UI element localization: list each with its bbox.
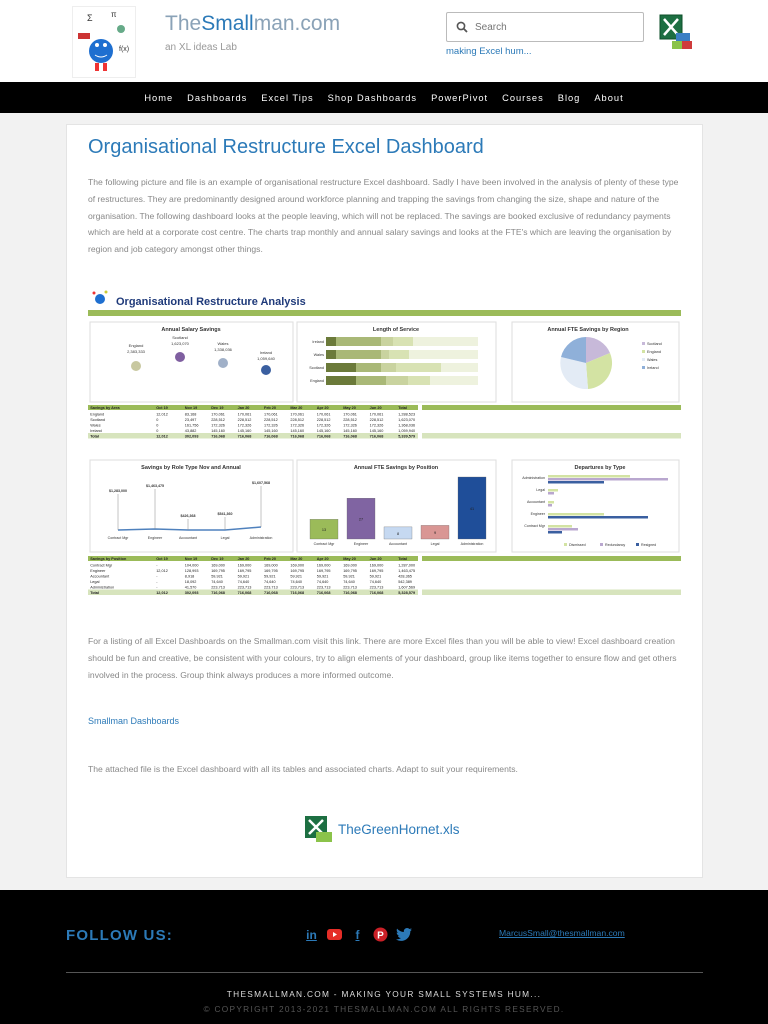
- position-table-cell: 74,640: [343, 580, 355, 584]
- area-table-cell: Wales: [90, 423, 101, 428]
- bubble-england-label: England: [128, 343, 144, 348]
- area-table-cell: 145,160: [343, 429, 357, 433]
- site-logo[interactable]: [72, 6, 136, 78]
- panel-fte-position-title: Annual FTE Savings by Position: [353, 465, 439, 471]
- position-table-cell: 1,463,475: [398, 569, 416, 573]
- site-title[interactable]: [165, 12, 340, 36]
- position-table-cell: 128,993: [184, 569, 199, 573]
- position-table-cell: 8,918: [184, 574, 195, 579]
- area-table-cell: 145,160: [290, 429, 305, 433]
- position-table-cell: 74,640: [290, 580, 303, 584]
- position-table-cell: 716,068: [316, 591, 331, 595]
- position-table-cell: 223,713: [369, 585, 384, 590]
- area-table-cell: 170,061: [237, 412, 252, 417]
- role-axis-label: Engineer: [147, 536, 163, 540]
- site-title-suffix: man.com: [253, 12, 341, 35]
- area-table-cell: 172,326: [264, 423, 278, 428]
- area-table-header: Apr 20: [316, 406, 329, 410]
- pie-legend-wales: Wales: [647, 358, 658, 362]
- position-table-header: Nov 19: [184, 557, 198, 561]
- area-table-header-bar: [88, 405, 418, 410]
- area-table-cell: 145,160: [237, 429, 252, 433]
- position-table-cell: 169,795: [343, 569, 357, 573]
- departure-legend-label: Resigned: [641, 543, 657, 547]
- attachment-paragraph: The attached file is the Excel dashboard with all its tables and associated charts. Adapt to suit your requirements.: [88, 764, 518, 774]
- nav-dashboards[interactable]: Dashboards: [187, 92, 248, 103]
- area-table-cell: 145,160: [211, 429, 225, 433]
- fte-bar-label: Administration: [460, 542, 484, 546]
- position-table-cell: 223,713: [264, 585, 278, 590]
- area-table-cell: 5,339,579: [398, 434, 416, 439]
- dashboard-logo-icon: [93, 291, 108, 305]
- fte-bar-label: Engineer: [353, 542, 369, 546]
- position-table-cell: 59,921: [290, 574, 303, 579]
- position-table-cell: 716,068: [343, 591, 357, 595]
- footer-copyright: © COPYRIGHT 2013-2021 THESMALLMAN.COM ALL RIGHTS RESERVED.: [203, 1004, 565, 1014]
- position-table-cell: 169,000: [211, 563, 225, 568]
- fte-bar-value: 41: [469, 507, 475, 511]
- area-table-header: Dec 19: [211, 406, 224, 410]
- area-table-cell: 228,512: [369, 418, 384, 422]
- pie-legend-england: England: [647, 350, 661, 354]
- panel-departures: [512, 460, 679, 552]
- position-table-cell: Accountant: [90, 574, 110, 579]
- bubble-england-value: 2,383,333: [127, 349, 145, 354]
- title-bar: [88, 310, 681, 316]
- position-table-cell: 59,921: [369, 574, 382, 579]
- area-table-fte-header-bar: [422, 405, 681, 410]
- area-table-cell: 0: [156, 429, 159, 433]
- area-table-header: Jun 20: [369, 406, 382, 410]
- mascot-logo-icon: [73, 7, 135, 77]
- listing-paragraph: For a listing of all Excel Dashboards on the Smallman.com visit this link. There are more Excel files than you will be able to view! Excel dashboard creation should be fun and creative, be consistent with your colours, try to align elements of your dashboard, group like items together to ensure flow and get others involved in the process. Group think always produces a more informed outcome.: [88, 636, 677, 680]
- position-table-cell: 223,713: [290, 585, 305, 590]
- departure-legend-swatch: [600, 543, 603, 546]
- position-table-cell: 74,640: [369, 580, 382, 584]
- position-table-cell: 41,570: [184, 585, 197, 590]
- area-table-cell: 716,068: [211, 434, 225, 439]
- panel-fte-region-title: Annual FTE Savings by Region: [547, 327, 629, 333]
- position-table-header: Mar 20: [290, 557, 303, 561]
- area-table-cell: 1,623,070: [398, 418, 416, 422]
- departure-type-label: Administration: [522, 476, 545, 480]
- area-table-header: Oct 19: [156, 406, 168, 410]
- area-table-cell: England: [90, 412, 105, 417]
- position-table-cell: 169,000: [237, 563, 252, 568]
- linkedin-icon[interactable]: in: [306, 927, 317, 942]
- area-table-cell: 0: [156, 418, 159, 422]
- nav-home[interactable]: Home: [144, 92, 174, 103]
- pie-legend-ireland: Ireland: [647, 366, 659, 370]
- position-table-cell: 1,607,569: [398, 585, 416, 590]
- bubble-wales-value: 1,338,036: [214, 347, 232, 352]
- area-table-cell: 12,012: [156, 434, 168, 439]
- position-table-cell: 716,068: [290, 591, 305, 595]
- area-table-cell: 228,512: [237, 418, 252, 422]
- position-table-cell: 59,921: [343, 574, 355, 579]
- area-table-cell: 145,160: [316, 429, 331, 433]
- area-table-cell: 172,326: [290, 423, 305, 428]
- area-table-total-row: [88, 433, 418, 439]
- position-table-cell: 59,921: [264, 574, 276, 579]
- area-table-cell: 145,160: [369, 429, 384, 433]
- position-table-cell: 1,287,000: [398, 563, 416, 568]
- position-table-cell: 169,000: [264, 563, 278, 568]
- departure-type-label: Engineer: [530, 512, 545, 516]
- position-table-cell: Engineer: [90, 569, 106, 573]
- position-table-cell: -: [156, 580, 158, 584]
- fte-bar-label: Contract Mgr: [313, 542, 335, 546]
- role-value-label: $1,607,568: [252, 481, 270, 485]
- position-table-cell: 59,921: [211, 574, 223, 579]
- position-table-cell: 169,000: [290, 563, 305, 568]
- area-table-fte-total-row: [422, 433, 681, 439]
- role-axis-label: Administration: [249, 536, 273, 540]
- savings-by-area-table: [88, 405, 681, 439]
- departure-legend-label: Dismissed: [569, 543, 586, 547]
- area-table-cell: 172,326: [237, 423, 252, 428]
- position-table-header: Total: [398, 557, 407, 561]
- site-title-bold: Small: [201, 12, 254, 35]
- nav-about[interactable]: About: [594, 92, 624, 103]
- role-value-label: $1,463,475: [146, 484, 164, 488]
- fte-bar-label: Legal: [430, 542, 440, 546]
- area-table-cell: 1,368,036: [398, 423, 416, 428]
- savings-by-position-table: [88, 556, 681, 595]
- area-table-cell: 228,512: [290, 418, 305, 422]
- panel-departures-title: Departures by Type: [574, 465, 626, 471]
- bubble-ireland: [261, 365, 271, 375]
- footer-tagline: THESMALLMAN.COM - MAKING YOUR SMALL SYSTEMS HUM...: [226, 989, 542, 999]
- dashboard-screenshot: [88, 286, 681, 613]
- bubble-wales-label: Wales: [217, 341, 229, 346]
- area-table-cell: 172,326: [211, 423, 225, 428]
- area-table-cell: 43,882: [184, 429, 197, 433]
- service-label-england: England: [310, 379, 324, 383]
- search-icon: [456, 21, 468, 33]
- area-table-cell: 228,512: [316, 418, 331, 422]
- search-input[interactable]: [475, 18, 635, 36]
- position-table-cell: 74,640: [237, 580, 250, 584]
- site-tagline: an XL ideas Lab: [165, 42, 237, 53]
- bubble-scotland-label: Scotland: [172, 335, 188, 340]
- position-table-cell: 74,640: [264, 580, 276, 584]
- main-nav: [0, 82, 768, 113]
- position-table-header: Feb 20: [264, 557, 277, 561]
- area-table-cell: 302,093: [184, 434, 199, 439]
- position-table-cell: 12,012: [156, 591, 168, 595]
- bubble-scotland: [175, 352, 185, 362]
- follow-us-heading: FOLLOW US:: [66, 927, 173, 944]
- bubble-england: [131, 361, 141, 371]
- position-table-cell: -: [156, 563, 158, 568]
- role-value-label: $541,360: [217, 512, 233, 516]
- pie-legend-scotland: Scotland: [647, 342, 662, 346]
- service-label-ireland: Ireland: [312, 340, 324, 344]
- position-table-cell: 59,921: [237, 574, 250, 579]
- nav-excel-tips[interactable]: Excel Tips: [261, 92, 314, 103]
- area-table-header: Savings by Area: [90, 406, 120, 410]
- fte-bar-value: 9: [433, 531, 437, 536]
- bubble-ireland-label: Ireland: [259, 350, 273, 355]
- position-table-fte-header-bar: [422, 556, 681, 561]
- position-table-cell: -: [156, 585, 158, 590]
- panel-role-title: Savings by Role Type Nov and Annual: [141, 465, 241, 471]
- role-value-label: $1,283,000: [109, 489, 127, 493]
- tagline-link[interactable]: making Excel hum...: [446, 46, 532, 57]
- position-table-cell: 716,068: [211, 591, 225, 595]
- twitter-icon[interactable]: [395, 926, 412, 943]
- departure-type-label: Accountant: [527, 500, 545, 504]
- role-axis-label: Accountant: [179, 536, 197, 540]
- position-table-header: Savings by Position: [90, 557, 127, 561]
- area-table-cell: 83,168: [184, 412, 197, 417]
- position-table-cell: 59,921: [316, 574, 329, 579]
- area-table-header: Mar 20: [290, 406, 303, 410]
- position-table-cell: Legal: [90, 580, 100, 584]
- departure-type-label: Legal: [536, 488, 545, 492]
- search-box[interactable]: [446, 12, 644, 42]
- nav-shop-dashboards[interactable]: Shop Dashboards: [327, 92, 418, 103]
- area-table-cell: 716,068: [264, 434, 278, 439]
- position-table-cell: 5,328,579: [398, 591, 416, 595]
- position-table-cell: 223,713: [211, 585, 225, 590]
- position-table-header: Oct 19: [156, 557, 168, 561]
- nav-courses[interactable]: Courses: [502, 92, 544, 103]
- position-table-cell: 169,795: [237, 569, 252, 573]
- area-table-cell: 170,061: [343, 412, 357, 417]
- dashboard-graphic: [88, 286, 681, 613]
- area-table-cell: Ireland: [90, 429, 102, 433]
- departure-legend-swatch: [564, 543, 567, 546]
- position-table-cell: 74,640: [316, 580, 329, 584]
- bubble-wales: [218, 358, 228, 368]
- area-table-cell: 716,068: [237, 434, 252, 439]
- svg-text:f(x): f(x): [119, 46, 130, 53]
- nav-blog[interactable]: Blog: [557, 92, 581, 103]
- fte-bar-value: 27: [358, 517, 364, 522]
- site-title-prefix: The: [165, 12, 202, 35]
- youtube-icon[interactable]: [326, 926, 343, 943]
- position-table-header: Apr 20: [316, 557, 329, 561]
- position-table-cell: 169,795: [264, 569, 278, 573]
- bubble-scotland-value: 1,623,070: [171, 341, 189, 346]
- pinterest-icon[interactable]: [372, 926, 389, 943]
- position-table-cell: 716,068: [264, 591, 278, 595]
- position-table-cell: 74,640: [211, 580, 223, 584]
- attachment-filename: TheGreenHornet.xls: [338, 821, 460, 837]
- position-table-cell: 169,000: [369, 563, 384, 568]
- position-table-header: May 20: [343, 557, 356, 561]
- area-table-cell: 172,326: [369, 423, 384, 428]
- departure-legend-label: Redundancy: [605, 543, 626, 547]
- attachment-download-link[interactable]: [304, 812, 469, 846]
- position-table-header-bar: [88, 556, 418, 561]
- position-table-header: Dec 19: [211, 557, 224, 561]
- position-table-cell: Contract Mgr: [90, 563, 113, 568]
- facebook-icon[interactable]: f: [355, 927, 360, 942]
- departure-legend-swatch: [636, 543, 639, 546]
- area-table-cell: 228,512: [343, 418, 357, 422]
- position-table-cell: 716,068: [369, 591, 384, 595]
- position-table-cell: 169,795: [316, 569, 331, 573]
- intro-paragraph: The following picture and file is an example of organisational restructure Excel dashboard. Sadly I have been involved in the analysis of plenty of these type of restructures. They are predominantly designed around workforce planning and trapping the savings from changing the size, shape and nature of the organisation. The following dashboard looks at the people leaving, which will not be replaced. The savings are booked exclusive of redundancy payments which are held at a corporate cost centre. The charts trap monthly and annual salary savings and looks at the FTE's which are leaving the organisation by region and job category amongst other things.: [88, 177, 679, 255]
- area-table-cell: 1,059,940: [398, 429, 416, 433]
- svg-text:π: π: [111, 10, 117, 19]
- area-table-cell: 716,068: [316, 434, 331, 439]
- departure-type-label: Contract Mgr: [524, 524, 545, 528]
- area-table-cell: Scotland: [90, 418, 105, 422]
- page-title: Organisational Restructure Excel Dashboard: [88, 136, 484, 158]
- panel-salary: [90, 322, 293, 402]
- position-table-cell: 169,000: [316, 563, 331, 568]
- area-table-cell: Total: [90, 434, 99, 439]
- area-table-cell: 1,288,523: [398, 412, 416, 417]
- svg-text:Σ: Σ: [87, 13, 93, 23]
- position-table-cell: 223,713: [316, 585, 331, 590]
- panel-salary-title: Annual Salary Savings: [161, 327, 221, 333]
- position-table-cell: 169,000: [343, 563, 357, 568]
- fte-bar-value: 13: [321, 528, 327, 533]
- area-table-cell: 172,326: [343, 423, 357, 428]
- area-table-cell: 716,068: [369, 434, 384, 439]
- position-table-total-row: [88, 590, 418, 596]
- bubble-ireland-value: 1,059,640: [257, 356, 275, 361]
- position-table-cell: 716,068: [237, 591, 252, 595]
- service-label-wales: Wales: [313, 353, 324, 357]
- fte-region-pie: [560, 337, 612, 389]
- social-links: [303, 926, 412, 943]
- area-table-cell: 228,512: [211, 418, 225, 422]
- area-table-cell: 170,061: [369, 412, 384, 417]
- position-table-cell: 302,093: [184, 591, 199, 595]
- svg-text:P: P: [377, 930, 384, 942]
- position-table-cell: 104,000: [184, 563, 199, 568]
- position-table-cell: 169,795: [369, 569, 384, 573]
- position-table-cell: 169,795: [290, 569, 305, 573]
- excel-file-icon: [304, 814, 334, 844]
- area-table-header: Feb 20: [264, 406, 277, 410]
- role-value-label: $426,368: [180, 514, 196, 518]
- nav-powerpivot[interactable]: PowerPivot: [431, 92, 489, 103]
- area-table-header: Jan 20: [237, 406, 250, 410]
- fte-bar-value: 8: [396, 531, 400, 536]
- position-table-cell: 428,365: [398, 574, 412, 579]
- service-label-scotland: Scotland: [309, 366, 324, 370]
- area-table-header: Total: [398, 406, 407, 410]
- area-table-cell: 12,012: [156, 412, 168, 417]
- position-table-cell: 18,092: [184, 580, 197, 584]
- area-table-cell: 170,061: [211, 412, 225, 417]
- position-table-cell: 542,389: [398, 580, 412, 584]
- area-table-header: May 20: [343, 406, 356, 410]
- position-table-header: Jun 20: [369, 557, 382, 561]
- position-table-header: Jan 20: [237, 557, 250, 561]
- role-axis-label: Legal: [220, 536, 230, 540]
- position-table-fte-total-row: [422, 590, 681, 596]
- area-table-cell: 170,061: [264, 412, 278, 417]
- area-table-cell: 145,160: [264, 429, 278, 433]
- dashboard-title: Organisational Restructure Analysis: [116, 296, 306, 308]
- area-table-cell: 170,061: [290, 412, 305, 417]
- area-table-cell: 228,512: [264, 418, 278, 422]
- role-axis-label: Contract Mgr: [107, 536, 129, 540]
- position-table-cell: 169,795: [211, 569, 225, 573]
- excel-badge-icon: [658, 13, 694, 53]
- position-table-cell: -: [156, 574, 158, 579]
- smallman-dashboards-link[interactable]: Smallman Dashboards: [88, 716, 180, 726]
- panel-service-title: Length of Service: [372, 327, 420, 333]
- area-table-cell: 716,068: [343, 434, 357, 439]
- position-table-cell: 223,713: [237, 585, 252, 590]
- footer-divider: [66, 972, 703, 973]
- area-table-cell: 716,068: [290, 434, 305, 439]
- fte-bar-label: Accountant: [389, 542, 407, 546]
- area-table-cell: 161,756: [184, 423, 199, 428]
- position-table-cell: Administration: [90, 585, 115, 590]
- position-table-cell: Total: [90, 591, 99, 595]
- position-table-cell: 12,012: [156, 569, 168, 573]
- area-table-cell: 23,497: [184, 418, 197, 422]
- area-table-cell: 170,061: [316, 412, 331, 417]
- panel-service: [297, 322, 496, 402]
- area-table-header: Nov 19: [184, 406, 198, 410]
- contact-email-link[interactable]: MarcusSmall@thesmallman.com: [499, 928, 625, 938]
- area-table-cell: 172,326: [316, 423, 331, 428]
- position-table-cell: 223,713: [343, 585, 357, 590]
- area-table-cell: 0: [156, 423, 159, 428]
